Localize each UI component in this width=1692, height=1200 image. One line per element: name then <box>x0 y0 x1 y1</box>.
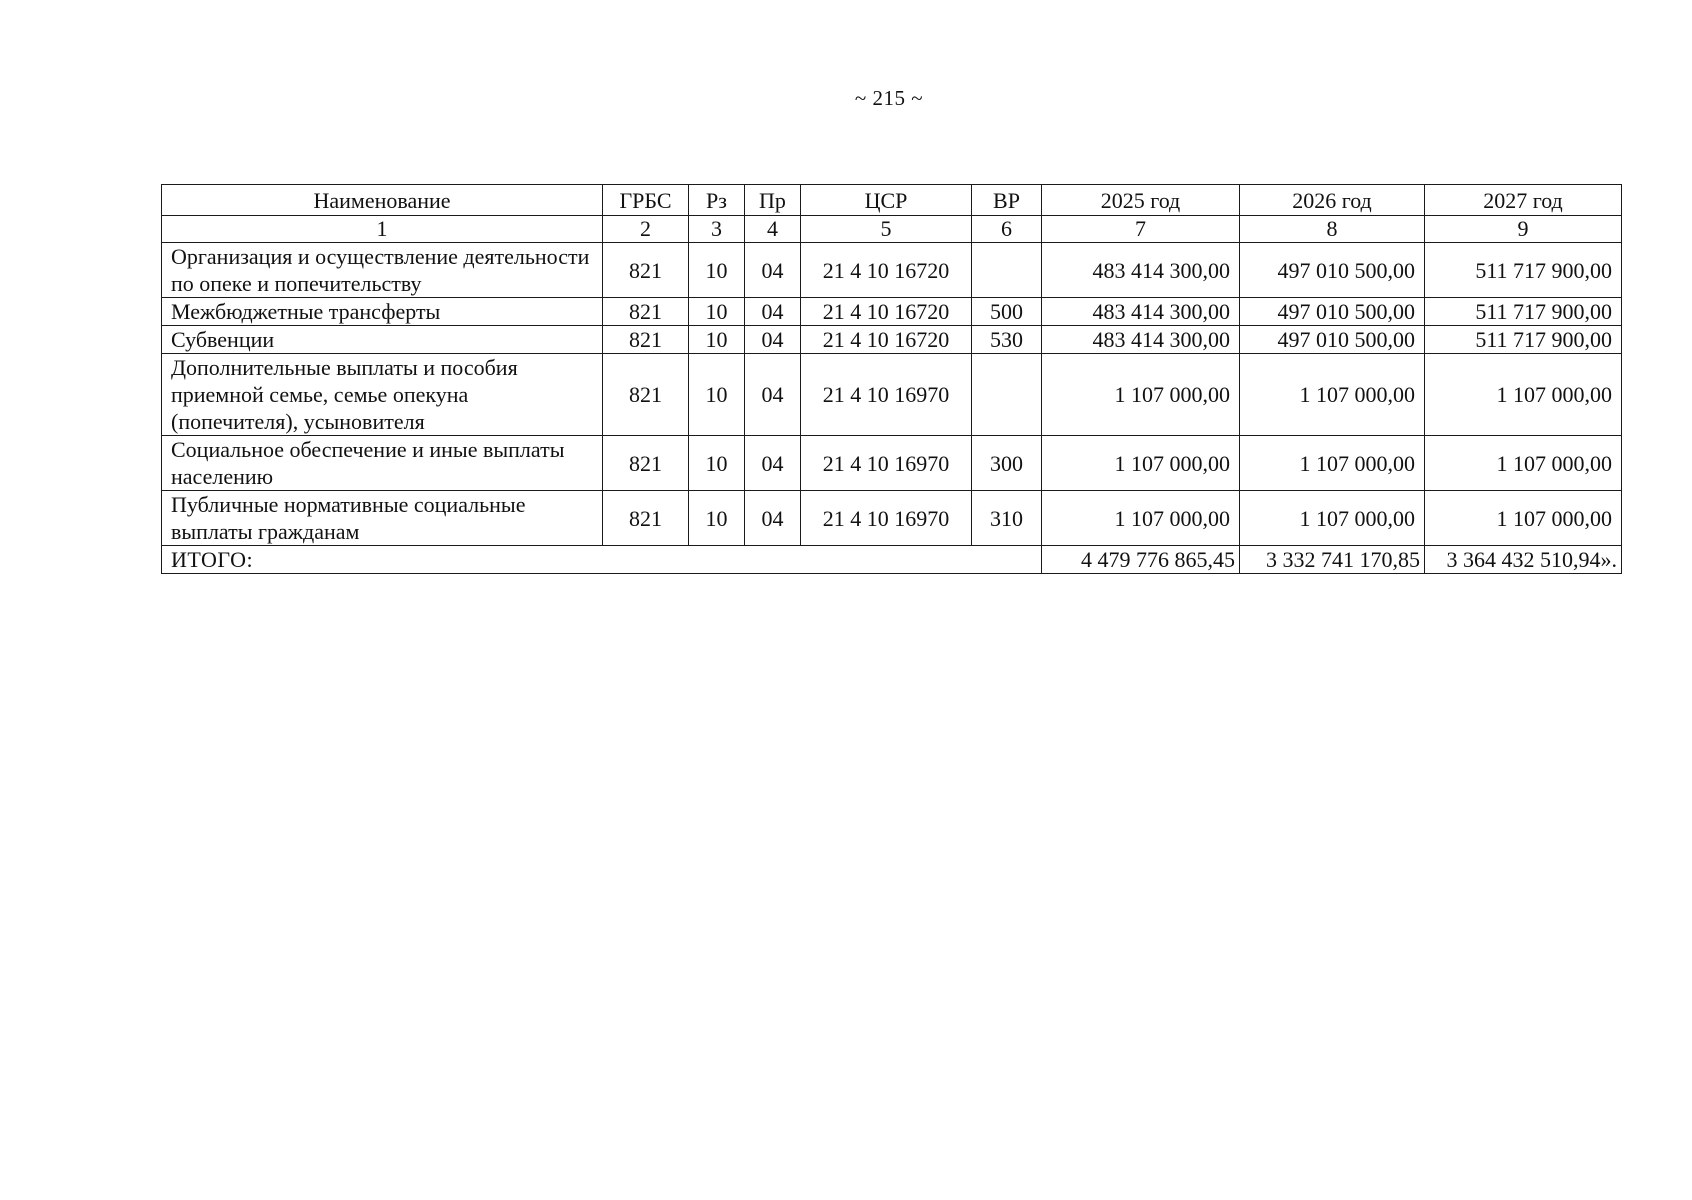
row-rz: 10 <box>689 436 745 491</box>
table-row <box>162 491 1622 546</box>
row-2025: 1 107 000,00 <box>1042 436 1240 491</box>
column-number: 9 <box>1425 216 1622 243</box>
column-number: 8 <box>1240 216 1425 243</box>
budget-table <box>161 184 1622 574</box>
row-2026: 1 107 000,00 <box>1240 491 1425 546</box>
column-number: 7 <box>1042 216 1240 243</box>
column-number: 2 <box>603 216 689 243</box>
row-rz: 10 <box>689 298 745 326</box>
total-label: ИТОГО: <box>162 546 1042 574</box>
row-name: Дополнительные выплаты и пособия приемной семье, семье опекуна (попечителя), усыновителя <box>162 354 603 436</box>
row-2027: 1 107 000,00 <box>1425 436 1622 491</box>
header-vr: ВР <box>972 185 1042 216</box>
header-2027: 2027 год <box>1425 185 1622 216</box>
row-pr: 04 <box>745 243 801 298</box>
row-grbs: 821 <box>603 354 689 436</box>
row-2027: 511 717 900,00 <box>1425 326 1622 354</box>
table-header-row <box>162 185 1622 216</box>
row-csr: 21 4 10 16970 <box>801 436 972 491</box>
row-2025: 483 414 300,00 <box>1042 243 1240 298</box>
row-rz: 10 <box>689 326 745 354</box>
column-number: 3 <box>689 216 745 243</box>
row-grbs: 821 <box>603 491 689 546</box>
page-number: ~ 215 ~ <box>854 86 924 110</box>
row-csr: 21 4 10 16720 <box>801 326 972 354</box>
row-csr: 21 4 10 16970 <box>801 354 972 436</box>
row-2025: 1 107 000,00 <box>1042 354 1240 436</box>
table-row <box>162 243 1622 298</box>
column-number: 4 <box>745 216 801 243</box>
row-csr: 21 4 10 16970 <box>801 491 972 546</box>
header-name: Наименование <box>162 185 603 216</box>
row-name: Межбюджетные трансферты <box>162 298 603 326</box>
row-pr: 04 <box>745 491 801 546</box>
column-number: 6 <box>972 216 1042 243</box>
row-2025: 483 414 300,00 <box>1042 298 1240 326</box>
row-2026: 1 107 000,00 <box>1240 436 1425 491</box>
row-name: Публичные нормативные социальные выплаты гражданам <box>162 491 603 546</box>
row-name: Субвенции <box>162 326 603 354</box>
row-grbs: 821 <box>603 326 689 354</box>
row-pr: 04 <box>745 436 801 491</box>
total-2025: 4 479 776 865,45 <box>1042 546 1240 574</box>
row-csr: 21 4 10 16720 <box>801 298 972 326</box>
total-2026: 3 332 741 170,85 <box>1240 546 1425 574</box>
row-2026: 497 010 500,00 <box>1240 298 1425 326</box>
table-row <box>162 354 1622 436</box>
header-csr: ЦСР <box>801 185 972 216</box>
table-row <box>162 298 1622 326</box>
header-rz: Рз <box>689 185 745 216</box>
table-row <box>162 326 1622 354</box>
row-2025: 1 107 000,00 <box>1042 491 1240 546</box>
header-pr: Пр <box>745 185 801 216</box>
header-2025: 2025 год <box>1042 185 1240 216</box>
row-rz: 10 <box>689 354 745 436</box>
row-name: Социальное обеспечение и иные выплаты населению <box>162 436 603 491</box>
header-grbs: ГРБС <box>603 185 689 216</box>
row-2027: 1 107 000,00 <box>1425 354 1622 436</box>
table-row <box>162 436 1622 491</box>
row-vr <box>972 354 1042 436</box>
row-rz: 10 <box>689 491 745 546</box>
total-2027: 3 364 432 510,94». <box>1425 546 1622 574</box>
row-vr: 500 <box>972 298 1042 326</box>
row-grbs: 821 <box>603 243 689 298</box>
column-number-row <box>162 216 1622 243</box>
row-2026: 1 107 000,00 <box>1240 354 1425 436</box>
header-2026: 2026 год <box>1240 185 1425 216</box>
column-number: 1 <box>162 216 603 243</box>
column-number: 5 <box>801 216 972 243</box>
row-2026: 497 010 500,00 <box>1240 243 1425 298</box>
row-vr: 310 <box>972 491 1042 546</box>
row-2026: 497 010 500,00 <box>1240 326 1425 354</box>
row-vr <box>972 243 1042 298</box>
row-pr: 04 <box>745 326 801 354</box>
row-grbs: 821 <box>603 298 689 326</box>
row-2027: 511 717 900,00 <box>1425 298 1622 326</box>
row-vr: 300 <box>972 436 1042 491</box>
row-2027: 511 717 900,00 <box>1425 243 1622 298</box>
row-vr: 530 <box>972 326 1042 354</box>
row-2027: 1 107 000,00 <box>1425 491 1622 546</box>
row-grbs: 821 <box>603 436 689 491</box>
row-pr: 04 <box>745 298 801 326</box>
total-row <box>162 546 1622 574</box>
row-name: Организация и осуществление деятельности по опеке и попечительству <box>162 243 603 298</box>
row-rz: 10 <box>689 243 745 298</box>
row-pr: 04 <box>745 354 801 436</box>
row-csr: 21 4 10 16720 <box>801 243 972 298</box>
row-2025: 483 414 300,00 <box>1042 326 1240 354</box>
